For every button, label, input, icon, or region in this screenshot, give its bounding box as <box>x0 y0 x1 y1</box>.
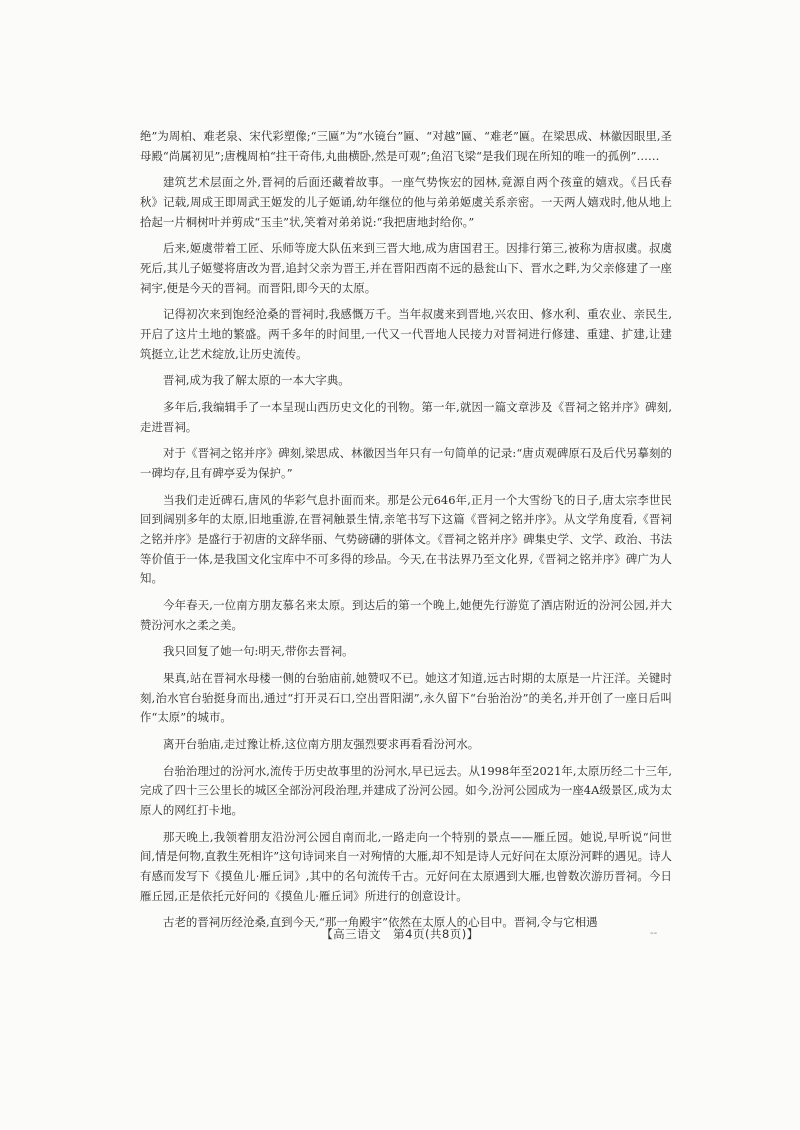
paragraph: 对于《晋祠之铭并序》碑刻,梁思成、林徽因当年只有一句简单的记录:“唐贞观碑原石及后代另摹刻的一碑均存,且有碑亭妥为保护。” <box>140 446 672 481</box>
paragraph: 今年春天,一位南方朋友慕名来太原。到达后的第一个晚上,她便先行游览了酒店附近的汾河公园,并大赞汾河水之柔之美。 <box>140 597 672 632</box>
paragraph: 古老的晋祠历经沧桑,直到今天,“那一角殿宇”依然在太原人的心目中。晋祠,令与它相遇 <box>163 915 598 930</box>
paragraph: 离开台骀庙,走过豫让桥,这位南方朋友强烈要求再看看汾河水。 <box>163 737 480 752</box>
article-body <box>140 127 672 940</box>
page-footer: 【高三语文 第4页(共8页)】 <box>321 927 479 941</box>
paragraph: 晋祠,成为我了解太原的一本大字典。 <box>163 373 350 388</box>
corner-mark: -- <box>650 928 658 939</box>
paragraph: 多年后,我编辑手了一本呈现山西历史文化的刊物。第一年,就因一篇文章涉及《晋祠之铭并序》碑刻,走进晋祠。 <box>140 400 672 434</box>
paragraph: 台骀治理过的汾河水,流传于历史故事里的汾河水,早已远去。从1998年至2021年,太原历经二十三年,完成了四十三公里长的城区全部汾河段治理,并建成了汾河公园。如今,汾河公园成为一座4A级景区,成为太原人的网红打卡地。 <box>140 763 672 818</box>
paragraph: 绝”为周柏、难老泉、宋代彩塑像;“三匾”为“水镜台”匾、“对越”匾、“难老”匾。在梁思成、林徽因眼里,圣母殿“尚属初见”;唐槐周柏“拄干奇伟,丸曲横卧,然是可观”;鱼沼飞梁“是我们现在所知的唯一的孤例”…… <box>140 129 672 163</box>
paragraph: 那天晚上,我领着朋友沿汾河公园自南而北,一路走向一个特别的景点——雁丘园。她说,早听说“问世间,情是何物,直教生死相许”这句诗词来自一对殉情的大雁,却不知是诗人元好问在太原汾河畔的遇见。诗人有感而发写下《摸鱼儿·雁丘词》,其中的名句流传千古。元好问在太原遇到大雁,也曾数次游历晋祠。今日雁丘园,正是依托元好问的《摸鱼儿·雁丘词》所进行的创意设计。 <box>140 829 672 903</box>
paragraph: 当我们走近碑石,唐风的华彩气息扑面而来。那是公元646年,正月一个大雪纷飞的日子,唐太宗李世民回到阔别多年的太原,旧地重游,在晋祠触景生情,亲笔书写下这篇《晋祠之铭并序》。从文学角度看,《晋祠之铭并序》是盛行于初唐的文辞华丽、气势磅礴的骈体文。《晋祠之铭并序》碑集史学、文学、政治、书法等价值于一体,是我国文化宝库中不可多得的珍品。今天,在书法界乃至文化界,《晋祠之铭并序》碑广为人知。 <box>140 492 673 586</box>
paragraph: 我只回复了她一句:明天,带你去晋祠。 <box>163 644 354 659</box>
paragraph: 建筑艺术层面之外,晋祠的后面还藏着故事。一座气势恢宏的园林,竟源自两个孩童的嬉戏。《吕氏春秋》记载,周成王即周武王姬发的儿子姬诵,幼年继位的他与弟弟姬虞关系亲密。一天两人嬉戏时,他从地上拾起一片桐树叶并剪成“玉圭”状,笑着对弟弟说:“我把唐地封给你。” <box>140 175 672 229</box>
paragraph: 记得初次来到饱经沧桑的晋祠时,我感慨万千。当年叔虞来到晋地,兴农田、修水利、重农业、亲民生,开启了这片土地的繁盛。两千多年的时间里,一代又一代晋地人民接力对晋祠进行修建、重建、扩建,让建筑挺立,让艺术绽放,让历史流传。 <box>140 307 672 361</box>
paragraph: 后来,姬虞带着工匠、乐师等庞大队伍来到三晋大地,成为唐国君王。因排行第三,被称为唐叔虞。叔虞死后,其儿子姬燮将唐改为晋,追封父亲为晋王,并在晋阳西南不远的悬瓮山下、晋水之畔,为父亲修建了一座祠宇,便是今天的晋祠。而晋阳,即今天的太原。 <box>140 241 672 295</box>
paragraph: 果真,站在晋祠水母楼一侧的台骀庙前,她赞叹不已。她这才知道,远古时期的太原是一片汪洋。关键时刻,治水官台骀挺身而出,通过“打开灵石口,空出晋阳湖”,永久留下“台骀治汾”的美名,并开创了一座日后叫作“太原”的城市。 <box>140 671 672 725</box>
